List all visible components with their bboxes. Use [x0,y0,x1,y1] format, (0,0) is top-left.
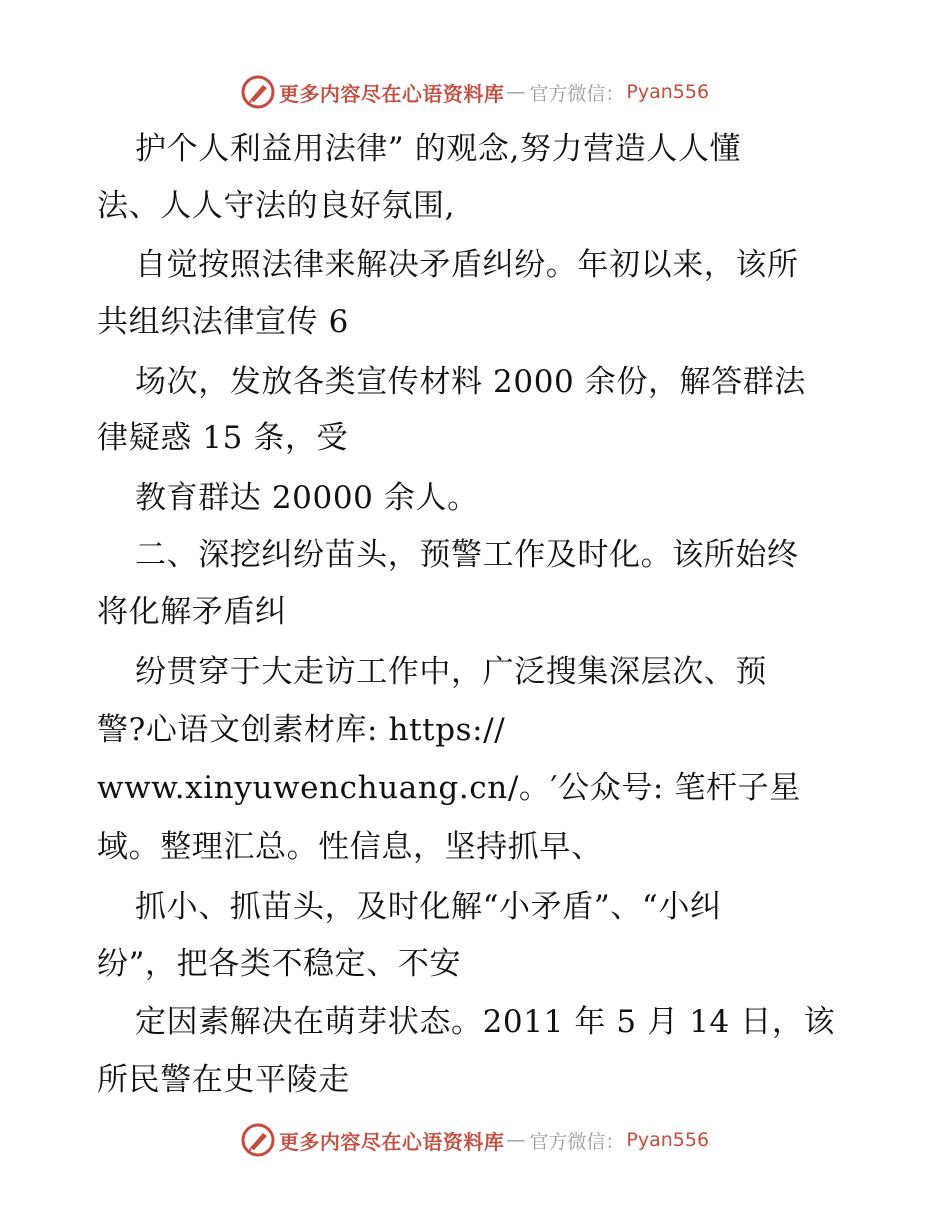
text-line: 域。整理汇总。性信息，坚持抓早、 [97,829,603,865]
text-line: www.xinyuwenchuang.cn/。′公众号: 笔杆子星 [97,770,801,806]
text-line: 自觉按照法律来解决矛盾纠纷。年初以来，该所 [135,247,799,283]
text-line: 纷贯穿于大走访工作中，广泛搜集深层次、预 [135,654,767,690]
banner-slogan: 更多内容尽在心语资料库 [278,1129,505,1154]
text-line: 护个人利益用法律” 的观念,努力营造人人懂 [135,131,742,167]
text-line: 抓小、抓苗头，及时化解“小矛盾”、“小纠 [135,889,722,925]
text-line: 二、深挖纠纷苗头，预警工作及时化。该所始终 [135,537,799,573]
pen-logo-icon [241,1123,275,1157]
footer-banner [0,1120,950,1160]
banner-official-label: 官方微信： [529,82,625,105]
text-line: 教育群达 20000 余人。 [135,480,479,516]
text-line: 定因素解决在萌芽状态。2011 年 5 月 14 日，该 [135,1004,836,1040]
text-line: 将化解矛盾纠 [97,594,287,630]
banner-official-label: 官方微信： [529,1130,625,1153]
banner-wechat-id: Pyan556 [626,81,710,103]
text-line: 律疑惑 15 条，受 [97,420,349,456]
text-line: 纷”，把各类不稳定、不安 [97,946,462,982]
banner-wechat-id: Pyan556 [626,1129,710,1151]
text-line: 场次，发放各类宣传材料 2000 余份，解答群法 [135,364,806,400]
text-line: 共组织法律宣传 6 [97,304,349,340]
banner-dash: — [506,1129,526,1151]
text-line: 法、人人守法的良好氛围, [97,188,456,224]
text-line: 警?心语文创素材库: https:// [97,712,506,748]
pen-logo-icon [241,75,275,109]
banner-dash: — [506,81,526,103]
header-banner [0,72,950,112]
text-line: 所民警在史平陵走 [97,1062,350,1098]
banner-slogan: 更多内容尽在心语资料库 [278,81,505,106]
